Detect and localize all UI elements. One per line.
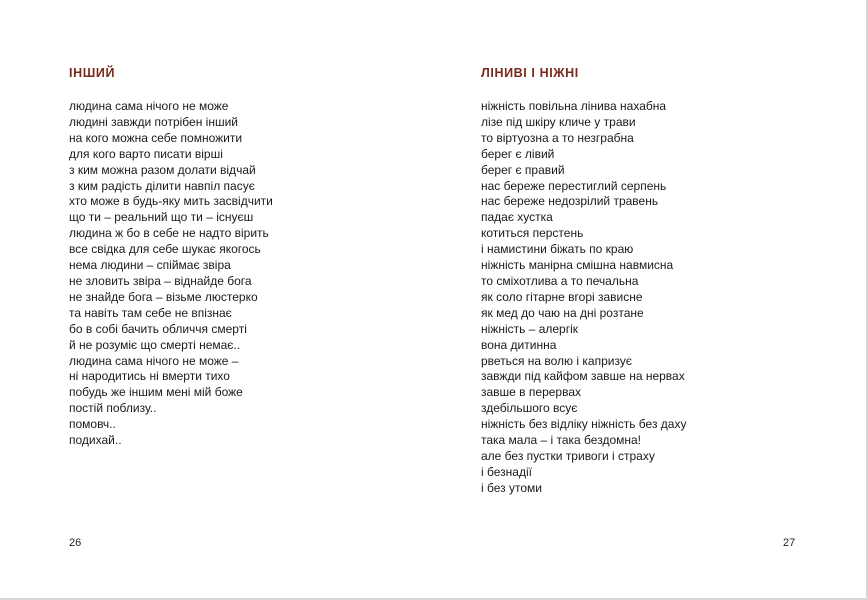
poem-line: подихай.. <box>69 433 122 448</box>
poem-line: що ти – реальний що ти – існуєш <box>69 210 254 225</box>
poem-text <box>481 99 686 497</box>
poem-line: хто може в будь-яку мить засвідчити <box>69 194 273 209</box>
poem-line: нас береже перестиглий серпень <box>481 178 667 193</box>
left-page <box>0 0 433 598</box>
poem-line: і безнадії <box>481 464 532 479</box>
page-number: 26 <box>69 537 82 549</box>
poem-line: й не розуміє що смерті немає.. <box>69 337 241 352</box>
poem-line: берег є правий <box>481 162 565 177</box>
poem-title: ІНШИЙ <box>69 66 116 80</box>
poem-line: берег є лівий <box>481 146 555 161</box>
poem-line: людині завжди потрібен інший <box>69 114 238 129</box>
poem-line: все свідка для себе шукає якогось <box>69 242 261 257</box>
poem-line: котиться перстень <box>481 226 584 241</box>
poem-line: така мала – і така бездомна! <box>481 433 642 448</box>
poem-text <box>69 99 273 449</box>
poem-line: бо в собі бачить обличчя смерті <box>69 321 247 336</box>
poem-line: ніжність повільна лінива нахабна <box>481 99 667 113</box>
poem-line: то сміхотлива а то печальна <box>481 273 639 288</box>
poem-line: для кого варто писати вірші <box>69 146 223 161</box>
poem-line: та навіть там себе не впізнає <box>69 305 232 320</box>
poem-title: ЛІНИВІ І НІЖНІ <box>481 66 579 80</box>
poem-line: як соло гітарне вгорі зависне <box>481 289 643 304</box>
poem-line: завжди під кайфом завше на нервах <box>481 369 685 384</box>
poem-line: і намистини біжать по краю <box>481 242 634 257</box>
poem-line: не зловить звіра – віднайде бога <box>69 273 252 288</box>
page-number: 27 <box>783 537 796 549</box>
poem-line: постій поблизу.. <box>69 401 157 416</box>
poem-line: з ким радість ділити навпіл пасує <box>69 178 255 193</box>
poem-line: людина сама нічого не може <box>69 99 229 113</box>
poem-line: ніжність без відліку ніжність без даху <box>481 417 687 432</box>
poem-line: не знайде бога – візьме люстерко <box>69 289 258 304</box>
poem-line: ні народитись ні вмерти тихо <box>69 369 230 384</box>
poem-line: ніжність – алергік <box>481 321 579 336</box>
poem-line: нас береже недозрілий травень <box>481 194 659 209</box>
right-page <box>433 0 866 598</box>
poem-line: падає хустка <box>481 210 553 225</box>
poem-line: рветься на волю і капризує <box>481 353 632 368</box>
poem-line: і без утоми <box>481 480 542 495</box>
poem-line: вона дитинна <box>481 337 557 352</box>
poem-line: людина сама нічого не може – <box>69 353 239 368</box>
poem-line: з ким можна разом долати відчай <box>69 162 256 177</box>
poem-line: людина ж бо в себе не надто вірить <box>69 226 269 241</box>
poem-line: помовч.. <box>69 417 116 432</box>
poem-line: ніжність манірна смішна навмисна <box>481 258 674 273</box>
poem-line: то віртуозна а то незграбна <box>481 130 634 145</box>
poem-line: завше в перервах <box>481 385 582 400</box>
poem-line: на кого можна себе помножити <box>69 130 243 145</box>
poem-line: як мед до чаю на дні розтане <box>481 305 644 320</box>
poem-line: побудь же іншим мені мій боже <box>69 385 243 400</box>
poem-line: лізе під шкіру кличе у трави <box>481 114 636 129</box>
poem-line: але без пустки тривоги і страху <box>481 448 655 463</box>
poem-line: здебільшого всує <box>481 401 578 416</box>
poem-line: нема людини – спіймає звіра <box>69 258 231 273</box>
